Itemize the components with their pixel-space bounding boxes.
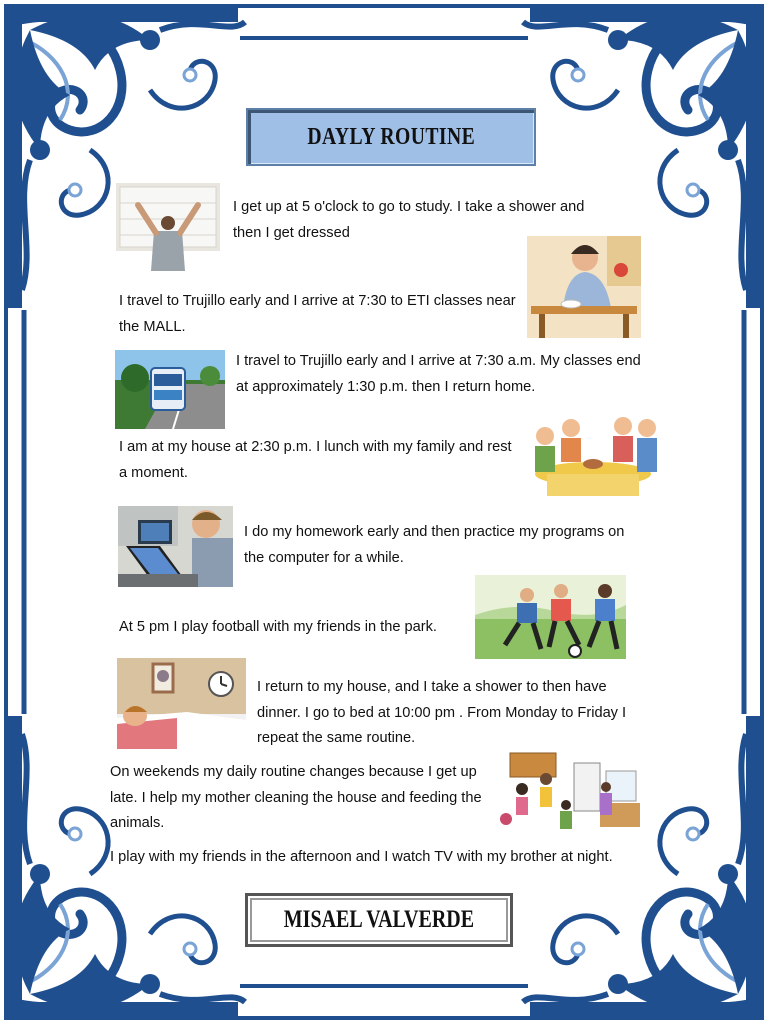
illustration-family-lunch: [527, 412, 660, 496]
paragraph-evening: I play with my friends in the afternoon and I watch TV with my brother at night.: [110, 849, 613, 865]
paragraph-weekend: On weekends my daily routine changes because I get up late. I help my mother cleaning the house and feeding the animals.: [110, 764, 482, 831]
page-title: DAYLY ROUTINE: [307, 123, 475, 150]
paragraph-classes: I travel to Trujillo early and I arrive at 7:30 a.m. My classes end at approximately 1:30 p.m. then I return home.: [236, 353, 641, 395]
paragraph-travel: I travel to Trujillo early and I arrive at 7:30 to ETI classes near the MALL.: [119, 293, 516, 335]
paragraph-lunch: I am at my house at 2:30 p.m. I lunch with my family and rest a moment.: [119, 439, 512, 481]
photo-computer: [118, 506, 233, 587]
paragraph-football: At 5 pm I play football with my friends in the park.: [119, 619, 437, 635]
illustration-weekend-chores: [490, 749, 640, 837]
paragraph-wake-up: I get up at 5 o'clock to go to study. I take a shower and then I get dressed: [233, 199, 585, 241]
photo-wake-up: [116, 183, 220, 271]
paragraph-bedtime: I return to my house, and I take a shower to then have dinner. I go to bed at 10:00 pm . From Monday to Friday I repeat the same routine.: [257, 679, 627, 746]
illustration-football: [475, 575, 626, 659]
title-banner: [246, 108, 536, 166]
author-banner: [245, 893, 513, 947]
illustration-sleeping: [117, 658, 246, 749]
photo-bus: [115, 350, 225, 429]
illustration-breakfast: [527, 236, 641, 338]
author-name: MISAEL VALVERDE: [283, 906, 475, 933]
paragraph-homework: I do my homework early and then practice my programs on the computer for a while.: [244, 524, 625, 566]
